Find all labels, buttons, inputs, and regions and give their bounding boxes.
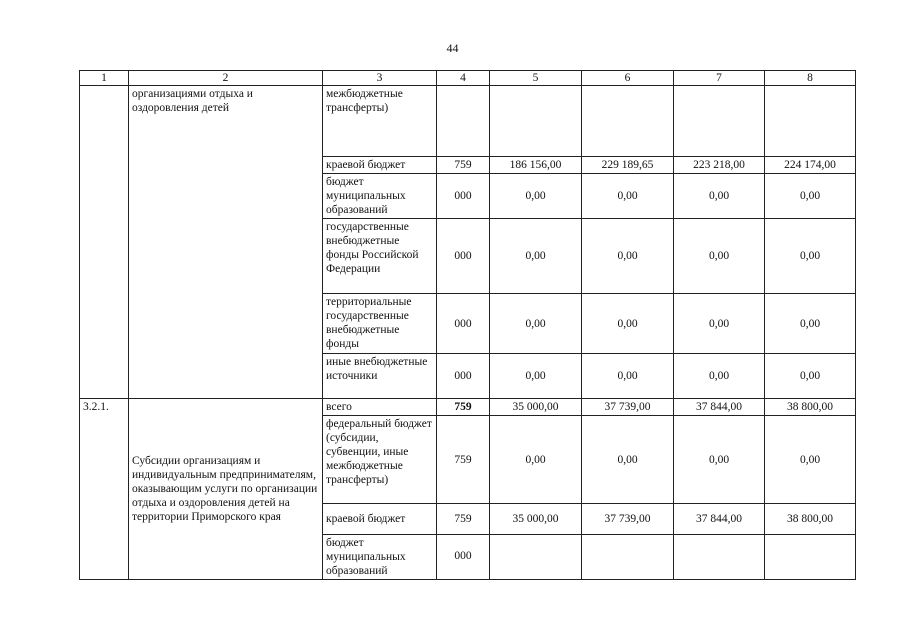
value-cell: 223 218,00: [674, 157, 765, 174]
code-cell: 000: [437, 535, 490, 580]
value-cell: 186 156,00: [490, 157, 582, 174]
source-cell: иные внебюджетные источники: [323, 354, 437, 399]
value-cell: 0,00: [582, 294, 674, 354]
code-cell: 759: [437, 157, 490, 174]
value-cell: [765, 535, 856, 580]
source-cell: всего: [323, 399, 437, 416]
code-cell: 000: [437, 354, 490, 399]
value-cell: 0,00: [674, 219, 765, 294]
source-cell: бюджет муниципальных образований: [323, 535, 437, 580]
source-cell: межбюджетные трансферты): [323, 86, 437, 157]
section-b-name: Субсидии организациям и индивидуальным предпринимателям, оказывающим услуги по организации отдыха и оздоровления детей на территории Приморского края: [129, 399, 323, 580]
value-cell: 0,00: [765, 219, 856, 294]
source-cell: федеральный бюджет (субсидии, субвенции, иные межбюджетные трансферты): [323, 416, 437, 504]
page-number: 44: [446, 41, 459, 55]
value-cell: [765, 86, 856, 157]
value-cell: 224 174,00: [765, 157, 856, 174]
value-cell: 38 800,00: [765, 504, 856, 535]
value-cell: 0,00: [582, 174, 674, 219]
value-cell: 0,00: [582, 354, 674, 399]
table-row: [80, 399, 856, 416]
code-cell: 000: [437, 174, 490, 219]
value-cell: 37 844,00: [674, 504, 765, 535]
value-cell: [490, 86, 582, 157]
value-cell: 37 844,00: [674, 399, 765, 416]
value-cell: 0,00: [490, 219, 582, 294]
source-cell: краевой бюджет: [323, 157, 437, 174]
source-cell: краевой бюджет: [323, 504, 437, 535]
source-cell: государственные внебюджетные фонды Российской Федерации: [323, 219, 437, 294]
code-cell: 000: [437, 219, 490, 294]
value-cell: 0,00: [674, 174, 765, 219]
value-cell: [582, 535, 674, 580]
header-col-1: 1: [80, 71, 129, 86]
value-cell: 0,00: [490, 294, 582, 354]
value-cell: 229 189,65: [582, 157, 674, 174]
header-col-7: 7: [674, 71, 765, 86]
source-cell: территориальные государственные внебюджетные фонды: [323, 294, 437, 354]
value-cell: 0,00: [674, 354, 765, 399]
code-cell: 000: [437, 294, 490, 354]
value-cell: 0,00: [490, 174, 582, 219]
header-col-6: 6: [582, 71, 674, 86]
code-cell: 759: [437, 399, 490, 416]
value-cell: 0,00: [674, 294, 765, 354]
value-cell: 0,00: [582, 416, 674, 504]
code-cell: 759: [437, 416, 490, 504]
header-row: [80, 71, 856, 86]
header-col-3: 3: [323, 71, 437, 86]
value-cell: 35 000,00: [490, 399, 582, 416]
code-cell: 759: [437, 504, 490, 535]
value-cell: [582, 86, 674, 157]
value-cell: 0,00: [765, 354, 856, 399]
value-cell: 38 800,00: [765, 399, 856, 416]
section-b-number: 3.2.1.: [80, 399, 129, 580]
section-a-name: организациями отдыха и оздоровления детей: [129, 86, 323, 399]
header-col-2: 2: [129, 71, 323, 86]
value-cell: [490, 535, 582, 580]
value-cell: 0,00: [490, 354, 582, 399]
header-col-5: 5: [490, 71, 582, 86]
table-row: [80, 86, 856, 157]
value-cell: 37 739,00: [582, 399, 674, 416]
value-cell: 0,00: [490, 416, 582, 504]
value-cell: 35 000,00: [490, 504, 582, 535]
budget-table: [79, 70, 856, 580]
value-cell: [674, 535, 765, 580]
value-cell: 0,00: [765, 174, 856, 219]
value-cell: 0,00: [582, 219, 674, 294]
header-col-4: 4: [437, 71, 490, 86]
value-cell: [674, 86, 765, 157]
source-cell: бюджет муниципальных образований: [323, 174, 437, 219]
code-cell: [437, 86, 490, 157]
value-cell: 0,00: [765, 294, 856, 354]
value-cell: 37 739,00: [582, 504, 674, 535]
value-cell: 0,00: [674, 416, 765, 504]
header-col-8: 8: [765, 71, 856, 86]
section-a-number: [80, 86, 129, 399]
value-cell: 0,00: [765, 416, 856, 504]
